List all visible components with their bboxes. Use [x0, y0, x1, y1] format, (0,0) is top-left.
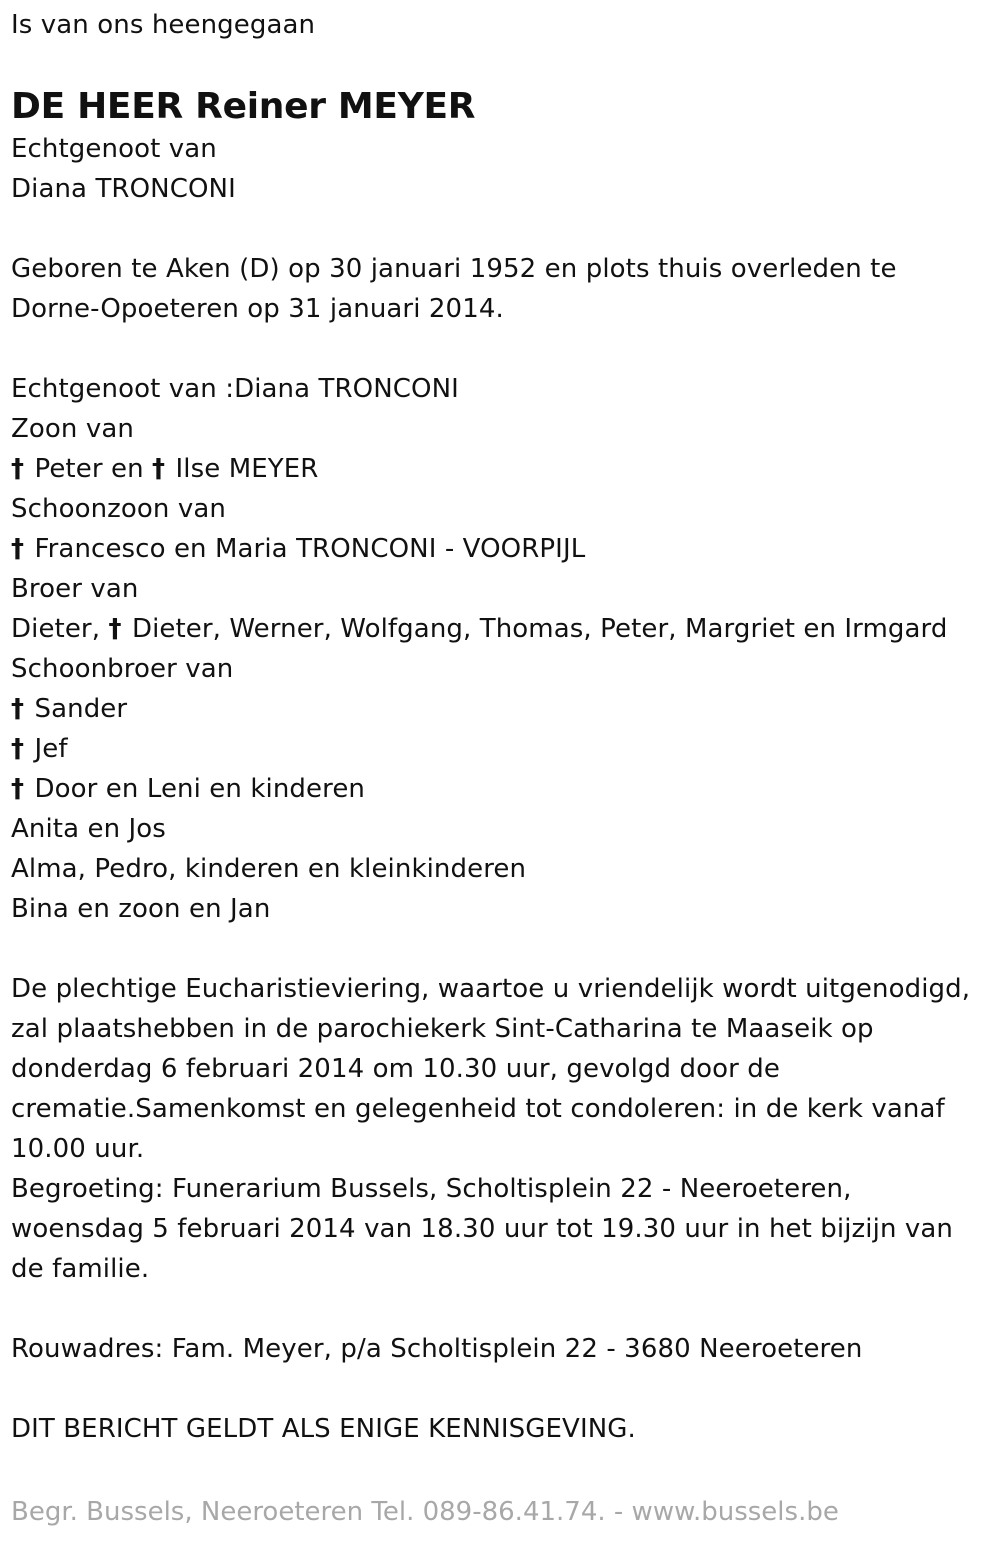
siblings-rest: Dieter, Werner, Wolfgang, Thomas, Peter, Margriet en Irmgard	[131, 614, 948, 644]
in-law-item	[11, 849, 996, 889]
in-law-item	[11, 729, 996, 769]
in-law-item-text: Jef	[34, 734, 68, 764]
cross-icon: †	[11, 774, 25, 804]
cross-icon: †	[152, 454, 166, 484]
family-spouse: Echtgenoot van :Diana TRONCONI	[11, 374, 459, 404]
spacer	[11, 329, 996, 369]
ceremony-line: De plechtige Eucharistieviering, waartoe u vriendelijk wordt uitgenodigd,	[11, 974, 971, 1004]
spacer	[11, 209, 996, 249]
in-law-item	[11, 809, 996, 849]
cross-icon: †	[11, 534, 25, 564]
obituary-notice	[11, 5, 996, 1449]
notice-text: DIT BERICHT GELDT ALS ENIGE KENNISGEVING.	[11, 1414, 636, 1444]
in-laws-names: Francesco en Maria TRONCONI - VOORPIJL	[34, 534, 586, 564]
ceremony-line: de familie.	[11, 1254, 150, 1284]
spacer	[11, 1289, 996, 1329]
intro-text: Is van ons heengegaan	[11, 10, 316, 40]
in-law-item-text: Anita en Jos	[11, 814, 166, 844]
spouse-intro-label: Echtgenoot van	[11, 134, 217, 164]
ceremony-line: Begroeting: Funerarium Bussels, Scholtisplein 22 - Neeroeteren,	[11, 1174, 852, 1204]
spouse-intro-name: Diana TRONCONI	[11, 174, 236, 204]
mourning-address: Rouwadres: Fam. Meyer, p/a Scholtisplein 22 - 3680 Neeroeteren	[11, 1334, 863, 1364]
in-law-item-text: Door en Leni en kinderen	[34, 774, 365, 804]
sibling-first: Dieter,	[11, 614, 101, 644]
mother-name: Ilse MEYER	[175, 454, 319, 484]
in-law-item	[11, 689, 996, 729]
siblings-line	[11, 609, 996, 649]
cross-icon: †	[108, 614, 122, 644]
brother-of-label: Broer van	[11, 574, 139, 604]
birth-death-line: Geboren te Aken (D) op 30 januari 1952 en plots thuis overleden te	[11, 254, 897, 284]
spacer	[11, 1369, 996, 1409]
brother-in-law-label: Schoonbroer van	[11, 654, 234, 684]
in-laws-line	[11, 529, 996, 569]
ceremony-line: crematie.Samenkomst en gelegenheid tot condoleren: in de kerk vanaf	[11, 1094, 945, 1124]
ceremony-line: zal plaatshebben in de parochiekerk Sint-Catharina te Maaseik op	[11, 1014, 874, 1044]
parents-line	[11, 449, 996, 489]
birth-death-line: Dorne-Opoeteren op 31 januari 2014.	[11, 294, 504, 324]
in-law-item-text: Sander	[34, 694, 128, 724]
in-law-item-text: Alma, Pedro, kinderen en kleinkinderen	[11, 854, 527, 884]
deceased-name: DE HEER Reiner MEYER	[11, 86, 476, 127]
ceremony-line: donderdag 6 februari 2014 om 10.30 uur, gevolgd door de	[11, 1054, 780, 1084]
spacer	[11, 929, 996, 969]
cross-icon: †	[11, 734, 25, 764]
cross-icon: †	[11, 454, 25, 484]
ceremony-line: 10.00 uur.	[11, 1134, 145, 1164]
footer-credit: Begr. Bussels, Neeroeteren Tel. 089-86.41.74. - www.bussels.be	[11, 1497, 839, 1527]
in-law-item-text: Bina en zoon en Jan	[11, 894, 271, 924]
cross-icon: †	[11, 694, 25, 724]
father-name: Peter en	[34, 454, 144, 484]
son-in-law-label: Schoonzoon van	[11, 494, 226, 524]
in-law-item	[11, 769, 996, 809]
ceremony-line: woensdag 5 februari 2014 van 18.30 uur tot 19.30 uur in het bijzijn van	[11, 1214, 953, 1244]
son-of-label: Zoon van	[11, 414, 134, 444]
in-law-item	[11, 889, 996, 929]
